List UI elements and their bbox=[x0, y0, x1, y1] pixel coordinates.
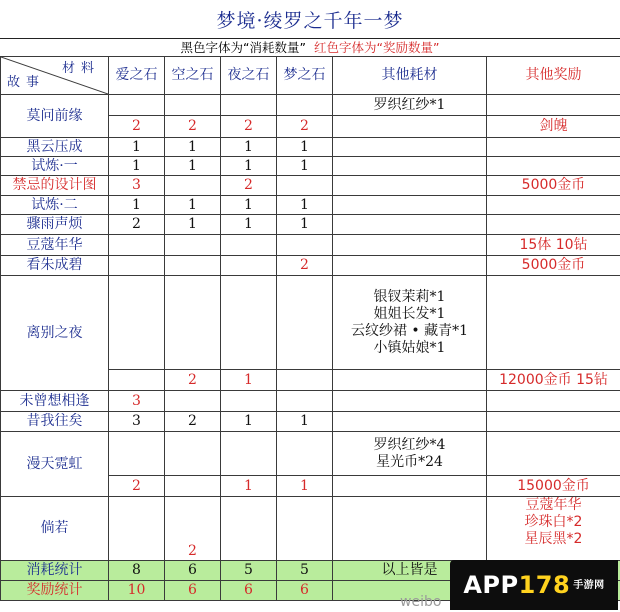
cost-cell: 1 bbox=[109, 157, 165, 176]
table-row bbox=[1, 95, 620, 116]
story-cell: 试炼·一 bbox=[1, 157, 109, 176]
logo-text-app: APP bbox=[463, 571, 519, 599]
cost-cell: 1 bbox=[221, 196, 277, 215]
total-cell: 6 bbox=[221, 581, 277, 601]
header-stone-sky: 空之石 bbox=[165, 57, 221, 95]
header-other-reward: 其他奖励 bbox=[487, 57, 620, 95]
total-cell: 8 bbox=[109, 561, 165, 581]
cost-cell: 1 bbox=[109, 138, 165, 157]
cost-cell: 1 bbox=[165, 157, 221, 176]
table-row bbox=[1, 235, 620, 256]
table-row bbox=[1, 157, 620, 176]
cost-cell: 1 bbox=[109, 196, 165, 215]
cost-cell: 1 bbox=[165, 138, 221, 157]
corner-top-label: 材料 bbox=[61, 61, 100, 76]
list-item: 云纹纱裙 • 藏青*1 bbox=[350, 322, 469, 339]
story-cell: 昔我往矣 bbox=[1, 412, 109, 432]
list-item: 珍珠白*2 bbox=[524, 514, 583, 530]
other-reward-cell: 5000金币 bbox=[487, 176, 620, 196]
story-cell: 骤雨声烦 bbox=[1, 215, 109, 235]
cost-cell: 1 bbox=[221, 138, 277, 157]
story-cell: 看朱成碧 bbox=[1, 256, 109, 276]
total-cell: 6 bbox=[165, 581, 221, 601]
story-cell: 未曾想相逢 bbox=[1, 391, 109, 412]
table-row bbox=[1, 256, 620, 276]
weibo-watermark: weibo bbox=[400, 594, 442, 610]
table-row bbox=[1, 412, 620, 432]
story-cell: 试炼·二 bbox=[1, 196, 109, 215]
list-item: 星辰黑*2 bbox=[524, 531, 583, 547]
cost-cell: 1 bbox=[221, 157, 277, 176]
reward-cell: 2 bbox=[165, 116, 221, 138]
note-red-text: 红色字体为“奖励数量” bbox=[314, 40, 440, 55]
corner-bottom-label: 故事 bbox=[7, 75, 46, 90]
logo-text-cn: 手游网 bbox=[573, 579, 605, 591]
other-cost-cell bbox=[333, 276, 487, 370]
other-cost-cell: 罗织红纱*1 bbox=[333, 95, 487, 116]
app178-logo bbox=[450, 560, 618, 610]
cost-cell: 1 bbox=[221, 215, 277, 235]
list-item: 星光币*24 bbox=[376, 453, 443, 470]
reward-cell: 1 bbox=[221, 370, 277, 391]
total-cell: 6 bbox=[277, 581, 333, 601]
cost-cell: 3 bbox=[109, 412, 165, 432]
reward-cell: 2 bbox=[277, 116, 333, 138]
logo-text-number: 178 bbox=[518, 571, 571, 599]
reward-cell: 2 bbox=[165, 497, 221, 561]
reward-cell: 1 bbox=[221, 476, 277, 497]
header-stone-night: 夜之石 bbox=[221, 57, 277, 95]
table-row bbox=[1, 215, 620, 235]
reward-cell: 2 bbox=[165, 370, 221, 391]
reward-cell: 2 bbox=[221, 176, 277, 196]
total-cell: 5 bbox=[221, 561, 277, 581]
header-stone-dream: 梦之石 bbox=[277, 57, 333, 95]
header-stone-love: 爱之石 bbox=[109, 57, 165, 95]
total-cell: 5 bbox=[277, 561, 333, 581]
cost-cell: 1 bbox=[221, 412, 277, 432]
table-row bbox=[1, 497, 620, 561]
cost-cell: 1 bbox=[165, 196, 221, 215]
note-black-text: 黑色字体为“消耗数量” bbox=[180, 40, 306, 55]
cost-cell: 1 bbox=[277, 138, 333, 157]
material-table bbox=[0, 56, 620, 601]
table-row bbox=[1, 176, 620, 196]
list-item: 罗织红纱*4 bbox=[373, 436, 446, 453]
story-cell: 豆蔻年华 bbox=[1, 235, 109, 256]
cost-cell: 2 bbox=[165, 412, 221, 432]
cost-cell: 1 bbox=[277, 196, 333, 215]
other-reward-cell bbox=[487, 497, 620, 561]
list-item: 小镇姑娘*1 bbox=[373, 339, 446, 356]
reward-cell: 3 bbox=[109, 176, 165, 196]
header-other-cost: 其他耗材 bbox=[333, 57, 487, 95]
table-row bbox=[1, 196, 620, 215]
list-item: 豆蔻年华 bbox=[525, 497, 582, 513]
total-other-cell: 以上皆是 bbox=[333, 561, 487, 581]
reward-cell: 2 bbox=[221, 116, 277, 138]
other-reward-cell: 15体 10钻 bbox=[487, 235, 620, 256]
color-legend-note bbox=[0, 38, 620, 57]
cost-cell: 1 bbox=[277, 412, 333, 432]
page-title: 梦境·绫罗之千年一梦 bbox=[0, 0, 620, 39]
story-cell: 消耗统计 bbox=[1, 561, 109, 581]
other-cost-cell bbox=[333, 432, 487, 476]
corner-header-cell bbox=[1, 57, 109, 95]
header-row bbox=[1, 57, 620, 95]
cost-cell: 2 bbox=[109, 215, 165, 235]
story-cell: 倘若 bbox=[1, 497, 109, 561]
other-reward-cell: 12000金币 15钻 bbox=[487, 370, 620, 391]
cost-cell: 1 bbox=[165, 215, 221, 235]
list-item: 姐姐长发*1 bbox=[373, 305, 446, 322]
story-cell: 禁忌的设计图 bbox=[1, 176, 109, 196]
cost-cell: 1 bbox=[277, 157, 333, 176]
story-cell: 莫问前缘 bbox=[1, 95, 109, 138]
reward-cell: 2 bbox=[109, 116, 165, 138]
reward-cell: 3 bbox=[109, 391, 165, 412]
story-cell: 漫天霓虹 bbox=[1, 432, 109, 497]
other-reward-cell: 剑魄 bbox=[487, 116, 620, 138]
total-cell: 6 bbox=[165, 561, 221, 581]
story-cell: 奖励统计 bbox=[1, 581, 109, 601]
table-row bbox=[1, 138, 620, 157]
table-row bbox=[1, 276, 620, 370]
story-cell: 黑云压成 bbox=[1, 138, 109, 157]
total-cell: 10 bbox=[109, 581, 165, 601]
cost-cell: 1 bbox=[277, 215, 333, 235]
other-reward-cell: 5000金币 bbox=[487, 256, 620, 276]
other-reward-cell: 15000金币 bbox=[487, 476, 620, 497]
reward-cell: 2 bbox=[109, 476, 165, 497]
table-row bbox=[1, 391, 620, 412]
reward-cell: 2 bbox=[277, 256, 333, 276]
reward-cell: 1 bbox=[277, 476, 333, 497]
list-item: 银钗茉莉*1 bbox=[373, 288, 446, 305]
table-row bbox=[1, 432, 620, 476]
story-cell: 离别之夜 bbox=[1, 276, 109, 391]
